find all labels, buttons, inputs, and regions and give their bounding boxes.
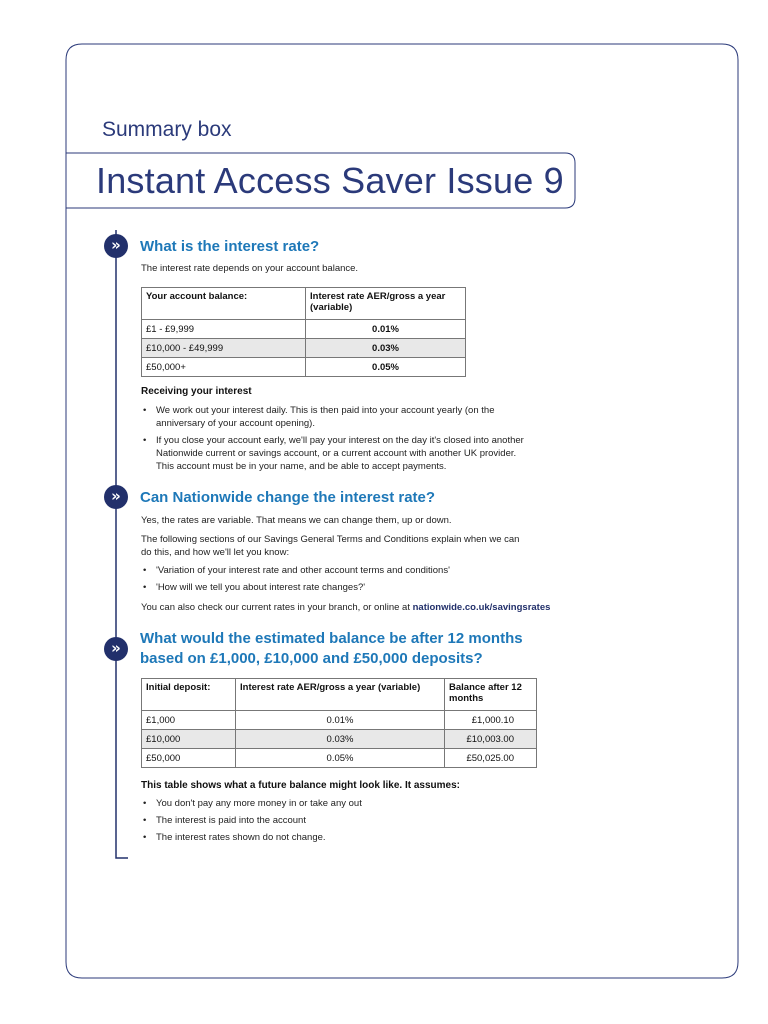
rates-variable-text: Yes, the rates are variable. That means we can change them, up or down. [141, 515, 452, 526]
section-heading-interest-rate: What is the interest rate? [140, 238, 320, 255]
table-header-cell: Interest rate AER/gross a year (variable) [236, 679, 445, 711]
table-cell: 0.05% [306, 358, 466, 377]
list-item: • The interest rates shown do not change. [141, 831, 541, 844]
table-cell: 0.01% [306, 320, 466, 339]
interest-rate-table [141, 287, 466, 377]
check-rates-label: You can also check our current rates in your branch, or online at [141, 602, 413, 613]
table-cell: 0.03% [306, 339, 466, 358]
table-row [142, 749, 537, 768]
double-chevron-right-icon: » [104, 637, 128, 661]
table-header-cell: Initial deposit: [142, 679, 236, 711]
table-cell: £10,003.00 [445, 730, 537, 749]
list-item: • You don't pay any more money in or take any out [141, 797, 541, 810]
table-cell: £50,000+ [142, 358, 306, 377]
terms-sections-list [141, 564, 541, 598]
list-item: • 'Variation of your interest rate and other account terms and conditions' [141, 564, 541, 577]
receiving-interest-list [141, 404, 526, 477]
table-cell: 0.05% [236, 749, 445, 768]
table-row [142, 358, 466, 377]
terms-conditions-text: The following sections of our Savings General Terms and Conditions explain when we can do this, and how we'll let you know: [141, 534, 520, 558]
list-item: • The interest is paid into the account [141, 814, 541, 827]
assumptions-subheading: This table shows what a future balance might look like. It assumes: [141, 780, 460, 791]
interest-rate-intro: The interest rate depends on your account balance. [141, 263, 359, 274]
section-heading-estimated-balance: What would the estimated balance be after 12 months based on £1,000, £10,000 and £50,000 deposits? [140, 630, 523, 667]
table-row [142, 711, 537, 730]
table-cell: £50,000 [142, 749, 236, 768]
table-header-cell: Your account balance: [142, 288, 306, 320]
table-row [142, 320, 466, 339]
table-header-cell: Balance after 12 months [445, 679, 537, 711]
table-header-cell: Interest rate AER/gross a year (variable) [306, 288, 466, 320]
table-cell: £10,000 [142, 730, 236, 749]
list-item: • We work out your interest daily. This is then paid into your account yearly (on the anniversary of your account opening). [141, 404, 526, 430]
savings-rates-link[interactable]: nationwide.co.uk/savingsrates [412, 602, 551, 613]
receiving-interest-subheading: Receiving your interest [141, 386, 252, 397]
section-heading-change-rate: Can Nationwide change the interest rate? [140, 489, 436, 506]
table-cell: £1,000.10 [445, 711, 537, 730]
table-cell: 0.03% [236, 730, 445, 749]
table-cell: £10,000 - £49,999 [142, 339, 306, 358]
summary-box-label: Summary box [102, 118, 232, 141]
table-row [142, 339, 466, 358]
list-item: • 'How will we tell you about interest rate changes?' [141, 581, 541, 594]
table-row [142, 730, 537, 749]
estimated-balance-table [141, 678, 537, 768]
assumptions-list [141, 797, 541, 848]
list-item: • If you close your account early, we'll pay your interest on the day it's closed into another Nationwide current or savings account, or a current account with another UK provider. This account must be in your name, and be able to accept payments. [141, 434, 526, 473]
table-cell: £1,000 [142, 711, 236, 730]
check-rates-text [141, 601, 550, 614]
table-cell: £1 - £9,999 [142, 320, 306, 339]
table-header-row [142, 679, 537, 711]
table-cell: 0.01% [236, 711, 445, 730]
table-header-row [142, 288, 466, 320]
double-chevron-right-icon: » [104, 485, 128, 509]
table-cell: £50,025.00 [445, 749, 537, 768]
double-chevron-right-icon: » [104, 234, 128, 258]
page-title: Instant Access Saver Issue 9 [96, 160, 564, 201]
